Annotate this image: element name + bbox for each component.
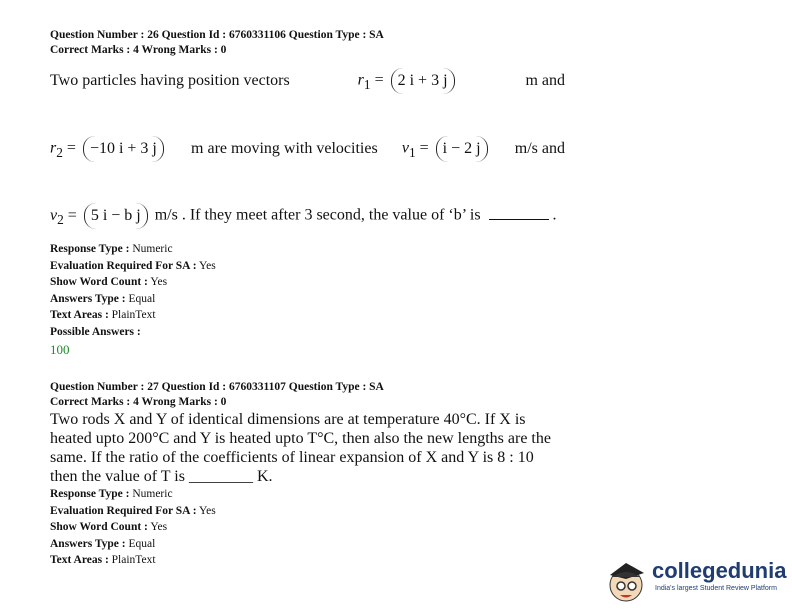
q26-meta-answers-type: Answers Type : Equal	[50, 292, 156, 305]
q26-answer: 100	[50, 342, 70, 357]
q26-meta-word-count: Show Word Count : Yes	[50, 276, 168, 288]
v2-vector: $v_2 = 5$ i − b j	[50, 207, 151, 224]
q26-meta-response-type: Response Type : Numeric	[50, 243, 173, 255]
q26-line1-end: m and	[525, 72, 565, 89]
q27-header-line2: Correct Marks : 4 Wrong Marks : 0	[50, 396, 227, 408]
q26-line1-text: Two particles having position vectors	[50, 72, 290, 89]
q27-meta-text-areas: Text Areas : PlainText	[50, 554, 156, 566]
q26-meta-possible-answers: Possible Answers :	[50, 325, 141, 338]
q26-header-line2: Correct Marks : 4 Wrong Marks : 0	[50, 44, 227, 56]
q26-meta-evaluation: Evaluation Required For SA : Yes	[50, 259, 216, 272]
logo-tagline: India's largest Student Review Platform	[655, 585, 777, 592]
collegedunia-logo	[602, 555, 787, 607]
question-27	[50, 380, 565, 569]
logo-name: collegedunia	[652, 558, 787, 583]
q26-line2	[50, 136, 565, 162]
q27-meta-evaluation: Evaluation Required For SA : Yes	[50, 504, 216, 517]
answer-blank	[489, 219, 549, 220]
r1-vector: $r_1 = 2$ i + 3 j	[358, 68, 458, 94]
q27-meta-word-count: Show Word Count : Yes	[50, 521, 168, 533]
q27-meta-answers-type: Answers Type : Equal	[50, 537, 156, 550]
q27-header-line1: Question Number : 27 Question Id : 6760331107 Question Type : SA	[50, 381, 384, 393]
q27-meta-response-type: Response Type : Numeric	[50, 488, 173, 500]
question-26	[50, 28, 570, 58]
q26-line2-mid: m are moving with velocities	[191, 140, 378, 157]
q26-line3: $v_2 = 5$ i − b j m/s . If they meet after 3 second, the value of ‘b’ is .	[50, 203, 565, 229]
mascot-icon	[602, 555, 650, 605]
q26-line1	[50, 68, 565, 94]
v1-vector: $v_1 = i - 2$ j	[402, 136, 491, 162]
q26-meta-text-areas: Text Areas : PlainText	[50, 309, 156, 321]
q27-body: Two rods X and Y of identical dimensions are at temperature 40°C. If X is heated upto 200°C and Y is heated upto T°C, then also the new lengths are the same. If the ratio of the coefficients of linear expansion of X and Y is 8 : 10 then the value of T is ________ K.	[50, 411, 551, 485]
q26-line3-end: m/s . If they meet after 3 second, the value of ‘b’ is	[154, 206, 481, 224]
q26-header-line1: Question Number : 26 Question Id : 6760331106 Question Type : SA	[50, 29, 384, 41]
q26-meta	[50, 241, 570, 360]
r2-vector: $r_2 = -10$ i + 3 j	[50, 136, 167, 162]
q26-line2-end: m/s and	[514, 140, 565, 157]
